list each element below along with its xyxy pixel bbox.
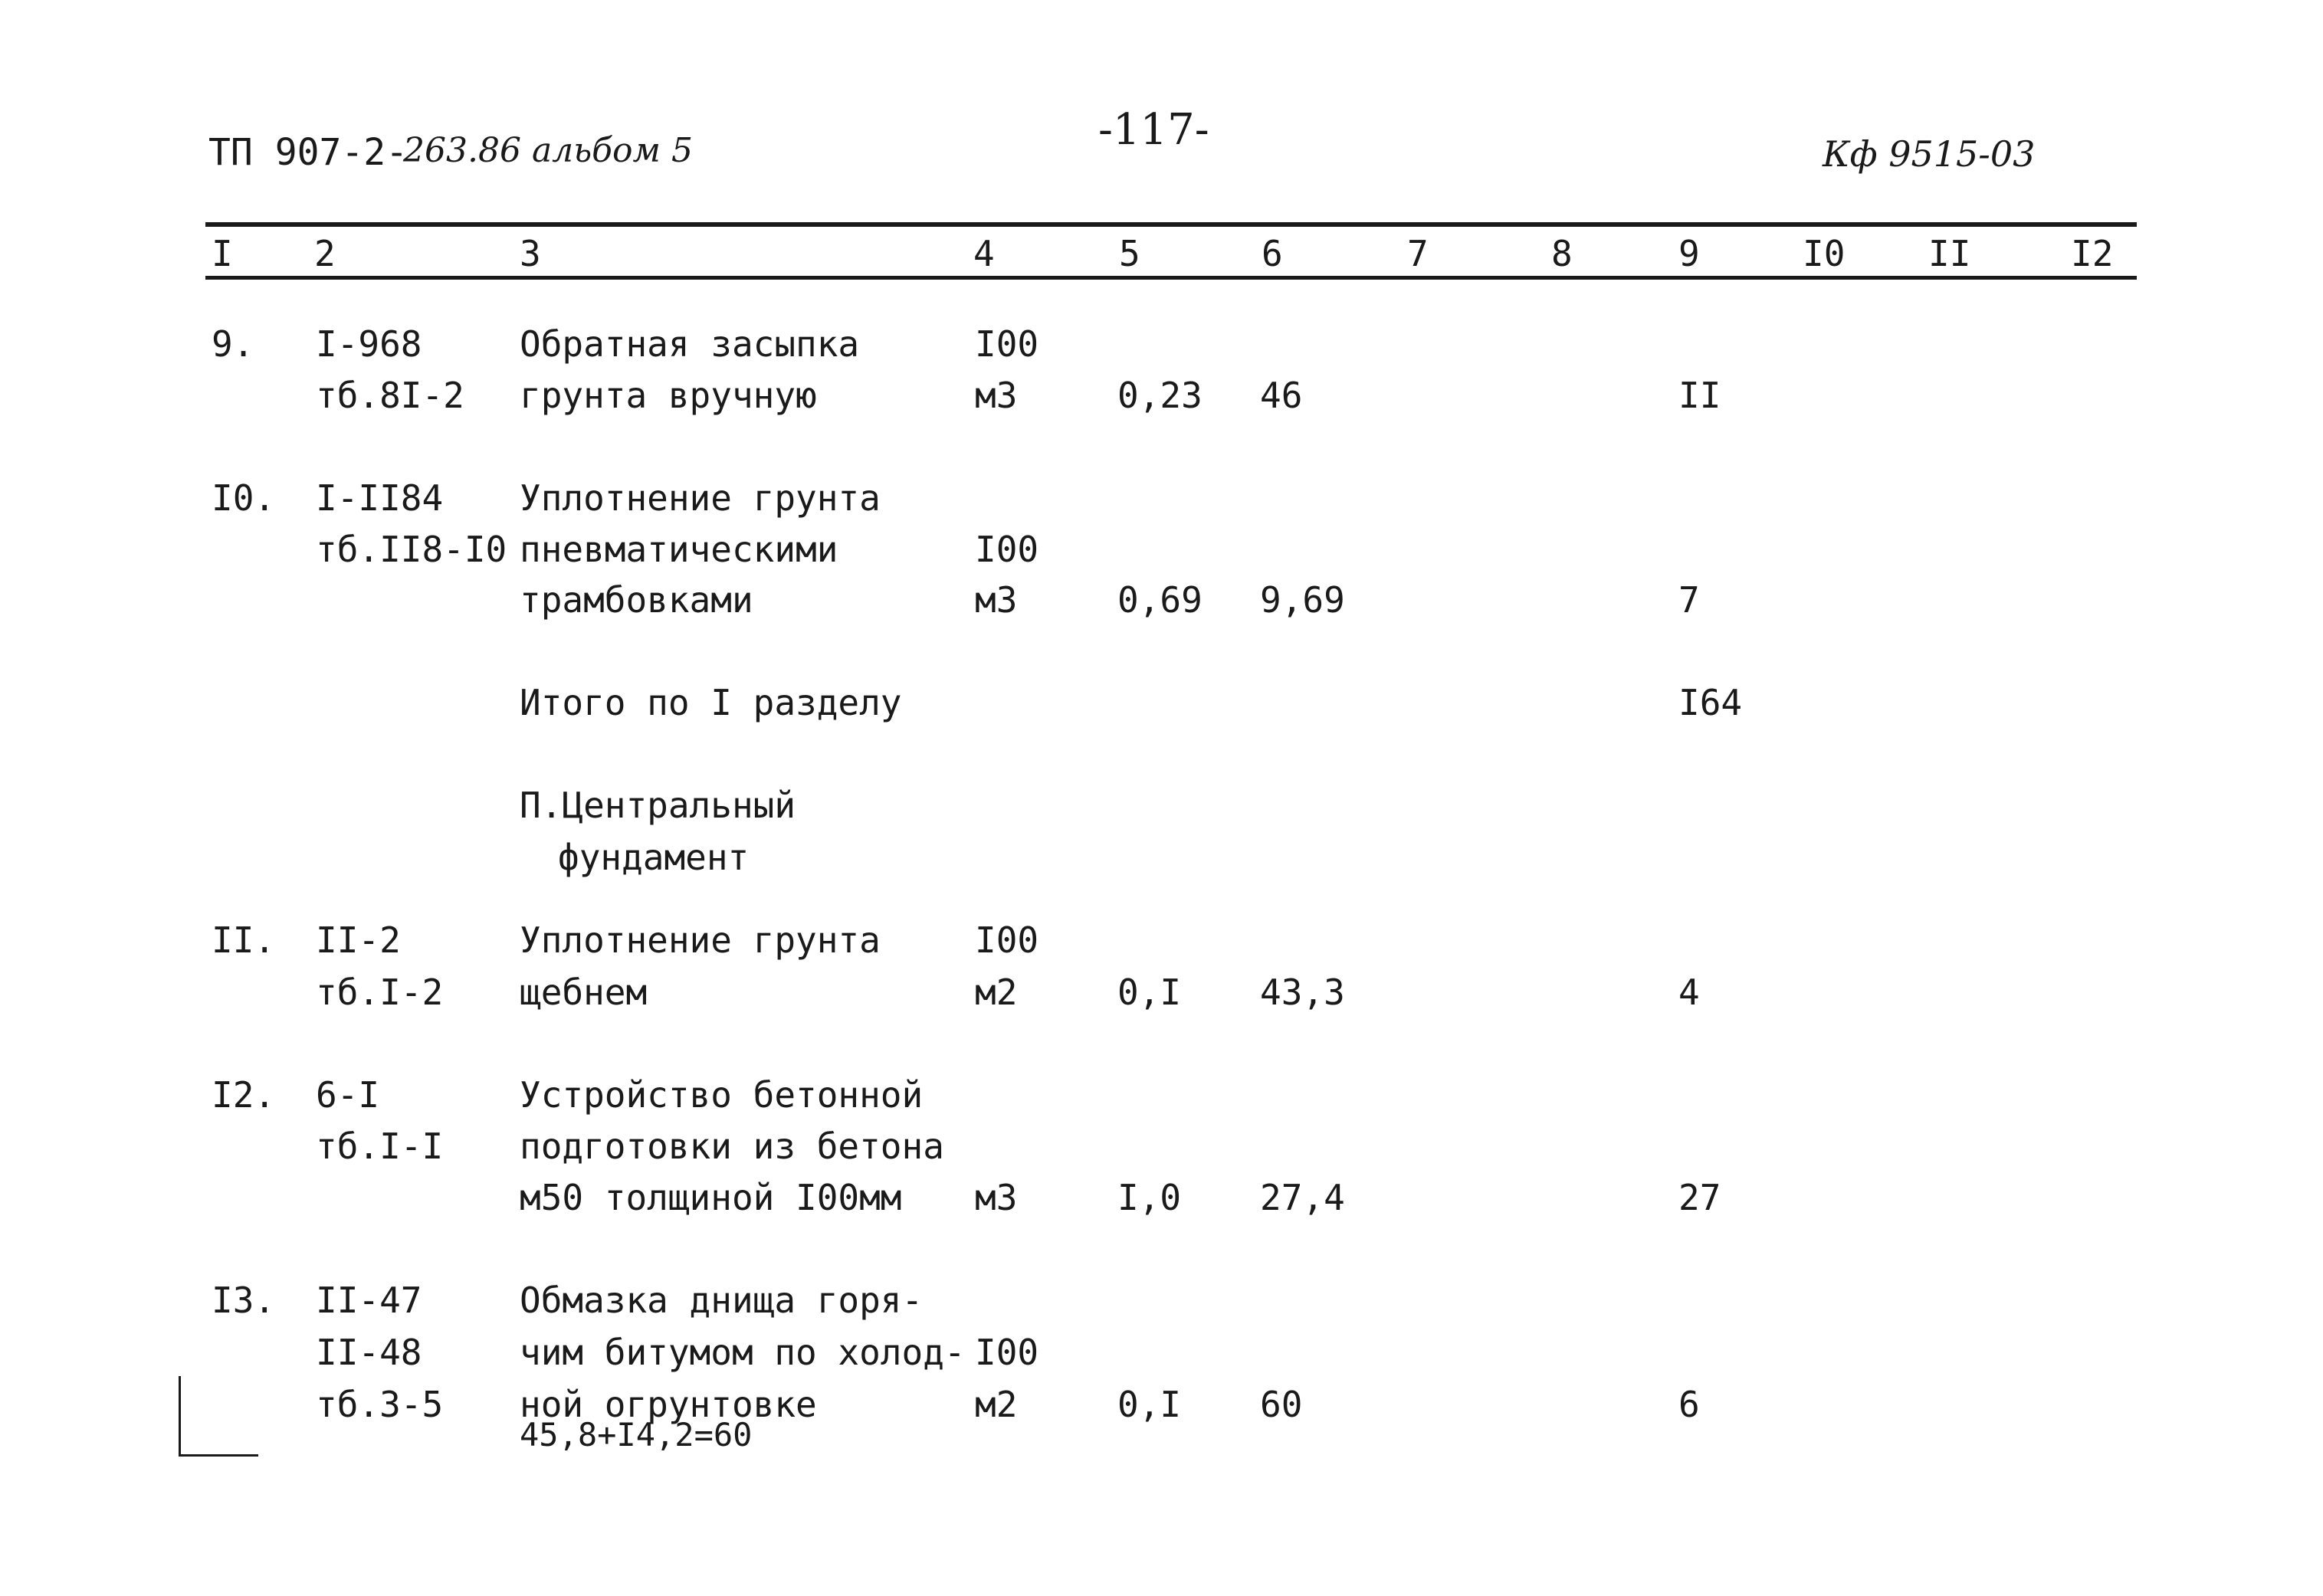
document-code: Кф 9515-03 [1823, 133, 2036, 175]
column-header: 3 [520, 233, 541, 274]
doc-prefix: ТП 907-2- [208, 131, 408, 174]
row-description: подготовки из бетона [520, 1126, 944, 1167]
page-number: -117- [1098, 105, 1209, 155]
row-reference: тб.3-5 [316, 1384, 444, 1425]
column-header: 9 [1678, 233, 1700, 274]
row-reference: тб.I-I [316, 1126, 444, 1167]
row-unit: I00 [975, 323, 1039, 365]
row-description: м50 толщиной I00мм [520, 1177, 902, 1218]
row-description: трамбовками [520, 579, 753, 621]
row-description: щебнем [520, 972, 648, 1013]
table-top-rule [205, 222, 2137, 227]
section-title: фундамент [558, 837, 750, 878]
row-reference: тб.8I-2 [316, 375, 464, 416]
row-unit: I00 [975, 529, 1039, 570]
row-unit: м2 [975, 1384, 1018, 1425]
row-unit: м3 [975, 375, 1018, 416]
row-description: Устройство бетонной [520, 1074, 924, 1116]
column-header: II [1928, 233, 1971, 274]
column-header: 4 [973, 233, 995, 274]
row-reference: II-48 [316, 1332, 422, 1373]
row-price: 43,3 [1260, 972, 1345, 1013]
row-description: Обмазка днища горя- [520, 1280, 924, 1321]
column-header: I2 [2071, 233, 2114, 274]
row-reference: 6-I [316, 1074, 380, 1116]
column-header: 8 [1551, 233, 1573, 274]
row-number: 9. [212, 323, 254, 365]
table-header-rule [205, 276, 2137, 280]
row-description: пневматическими [520, 529, 838, 570]
row-reference: II-2 [316, 919, 401, 961]
row-price: 46 [1260, 375, 1303, 416]
column-header: 7 [1407, 233, 1429, 274]
row-reference: тб.I-2 [316, 972, 444, 1013]
row-number: I0. [212, 477, 276, 519]
row-unit: I00 [975, 1332, 1039, 1373]
subtotal-label: Итого по I разделу [520, 682, 902, 723]
row-reference: I-968 [316, 323, 422, 365]
column-header: 2 [314, 233, 336, 274]
section-title: П.Центральный [520, 785, 796, 826]
row-price: 9,69 [1260, 579, 1345, 621]
doc-suffix: 263.86 альбом 5 [403, 131, 693, 170]
column-header: I [212, 233, 233, 274]
corner-mark [179, 1376, 181, 1456]
row-description: грунта вручную [520, 375, 817, 416]
row-description: чим битумом по холод- [520, 1332, 966, 1373]
row-quantity: 0,23 [1117, 375, 1203, 416]
row-description: ной огрунтовке [520, 1384, 817, 1425]
corner-mark [179, 1454, 258, 1457]
row-price: 27,4 [1260, 1177, 1345, 1218]
row-unit: м3 [975, 579, 1018, 621]
row-unit: м2 [975, 972, 1018, 1013]
row-description: Уплотнение грунта [520, 919, 881, 961]
row-total: 7 [1678, 579, 1700, 621]
row-total: 6 [1678, 1384, 1700, 1425]
row-quantity: 0,I [1117, 972, 1182, 1013]
row-reference: II-47 [316, 1280, 422, 1321]
row-calculation: 45,8+I4,2=60 [520, 1416, 753, 1453]
row-price: 60 [1260, 1384, 1303, 1425]
subtotal-value: I64 [1678, 682, 1743, 723]
column-header: 5 [1119, 233, 1140, 274]
row-total: II [1678, 375, 1721, 416]
row-unit: м3 [975, 1177, 1018, 1218]
column-header: I0 [1803, 233, 1846, 274]
row-reference: I-II84 [316, 477, 444, 519]
row-total: 27 [1678, 1177, 1721, 1218]
row-number: I2. [212, 1074, 276, 1116]
row-number: I3. [212, 1280, 276, 1321]
row-quantity: 0,69 [1117, 579, 1203, 621]
row-unit: I00 [975, 919, 1039, 961]
column-header: 6 [1262, 233, 1283, 274]
row-number: II. [212, 919, 276, 961]
row-reference: тб.II8-I0 [316, 529, 507, 570]
row-total: 4 [1678, 972, 1700, 1013]
row-description: Уплотнение грунта [520, 477, 881, 519]
row-quantity: I,0 [1117, 1177, 1182, 1218]
row-quantity: 0,I [1117, 1384, 1182, 1425]
row-description: Обратная засыпка [520, 323, 860, 365]
